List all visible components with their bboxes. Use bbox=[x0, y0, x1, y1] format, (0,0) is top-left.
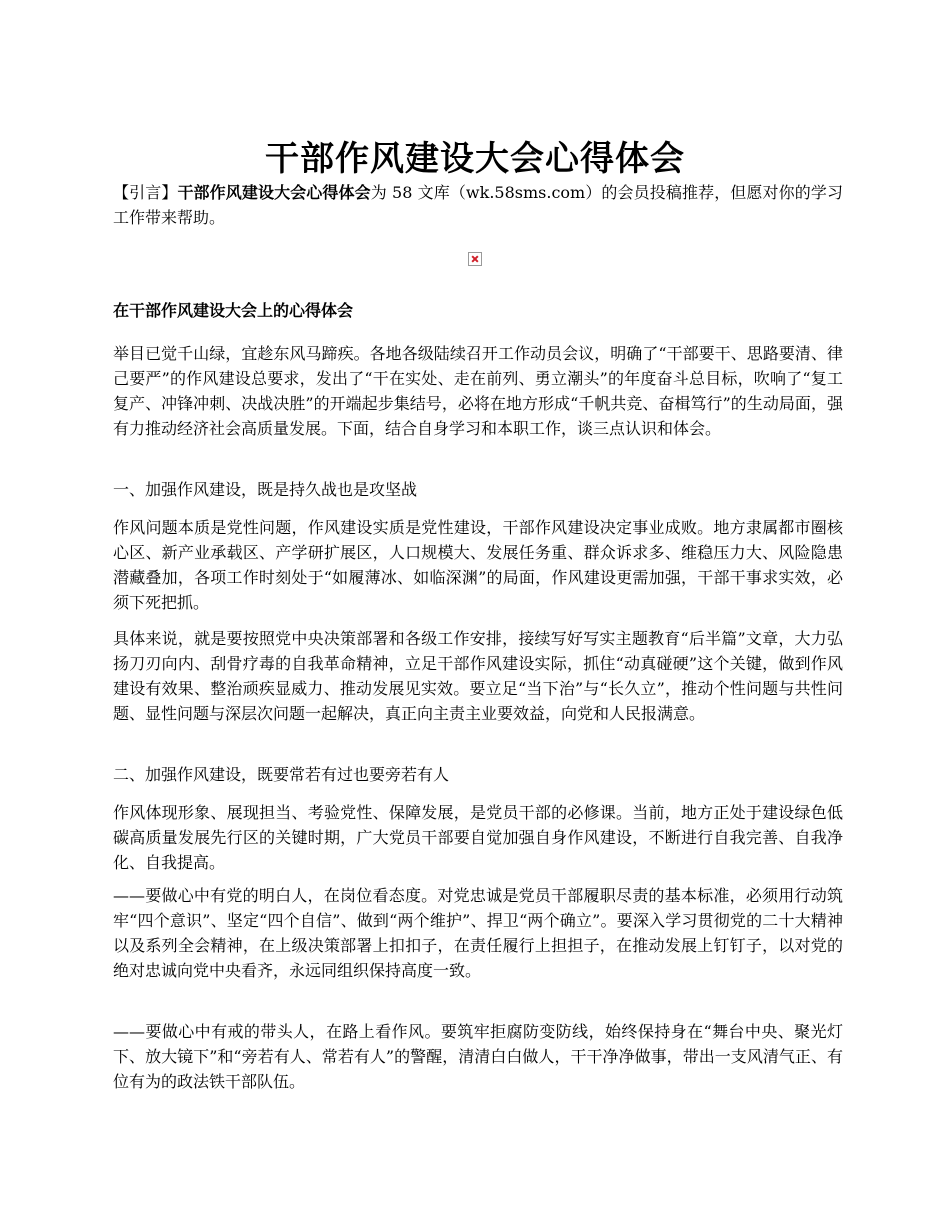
broken-image-icon bbox=[468, 252, 482, 266]
section-subheading: 在干部作风建设大会上的心得体会 bbox=[113, 301, 354, 320]
document-title: 干部作风建设大会心得体会 bbox=[265, 138, 685, 179]
section-heading-1: 一、加强作风建设，既是持久战也是攻坚战 bbox=[113, 480, 418, 499]
body-paragraph: ——要做心中有戒的带头人，在路上看作风。要筑牢拒腐防变防线，始终保持身在“舞台中央、聚光灯下、放大镜下”和“旁若有人、常若有人”的警醒，清清白白做人，干干净净做事，带出一支风清气正、有位有为的政法铁干部队伍。 bbox=[113, 1022, 843, 1091]
body-paragraph: 作风体现形象、展现担当、考验党性、保障发展，是党员干部的必修课。当前，地方正处于建设绿色低碳高质量发展先行区的关键时期，广大党员干部要自觉加强自身作风建设，不断进行自我完善、自我净化、自我提高。 bbox=[113, 803, 843, 872]
intro-prefix: 【引言】 bbox=[113, 183, 178, 202]
intro-paragraph bbox=[113, 180, 843, 230]
intro-rest: 为 58 文库（wk.58sms.com）的会员投稿推荐，但愿对你的学习工作带来帮助。 bbox=[113, 183, 843, 227]
body-paragraph: ——要做心中有党的明白人，在岗位看态度。对党忠诚是党员干部履职尽责的基本标准，必须用行动筑牢“四个意识”、坚定“四个自信”、做到“两个维护”、捍卫“两个确立”。要深入学习贯彻党的二十大精神以及系列全会精神，在上级决策部署上扣扣子，在责任履行上担担子，在推动发展上钉钉子，以对党的绝对忠诚向党中央看齐，永远同组织保持高度一致。 bbox=[113, 886, 843, 980]
body-paragraph: 作风问题本质是党性问题，作风建设实质是党性建设，干部作风建设决定事业成败。地方隶属都市圈核心区、新产业承载区、产学研扩展区，人口规模大、发展任务重、群众诉求多、维稳压力大、风险隐患潜藏叠加，各项工作时刻处于“如履薄冰、如临深渊”的局面，作风建设更需加强，干部干事求实效，必须下死把抓。 bbox=[113, 518, 843, 612]
body-paragraph: 举目已觉千山绿，宜趁东风马蹄疾。各地各级陆续召开工作动员会议，明确了“干部要干、思路要清、律己要严”的作风建设总要求，发出了“干在实处、走在前列、勇立潮头”的年度奋斗总目标，吹响了“复工复产、冲锋冲刺、决战决胜”的开端起步集结号，必将在地方形成“千帆共竞、奋楫笃行”的生动局面，强有力推动经济社会高质量发展。下面，结合自身学习和本职工作，谈三点认识和体会。 bbox=[113, 344, 843, 438]
intro-bold-title: 干部作风建设大会心得体会 bbox=[177, 183, 371, 202]
body-paragraph: 具体来说，就是要按照党中央决策部署和各级工作安排，接续写好写实主题教育“后半篇”文章，大力弘扬刀刃向内、刮骨疗毒的自我革命精神，立足干部作风建设实际，抓住“动真碰硬”这个关键，做到作风建设有效果、整治顽疾显威力、推动发展见实效。要立足“当下治”与“长久立”，推动个性问题与共性问题、显性问题与深层次问题一起解决，真正向主责主业要效益，向党和人民报满意。 bbox=[113, 629, 843, 723]
section-heading-2: 二、加强作风建设，既要常若有过也要旁若有人 bbox=[113, 765, 450, 784]
